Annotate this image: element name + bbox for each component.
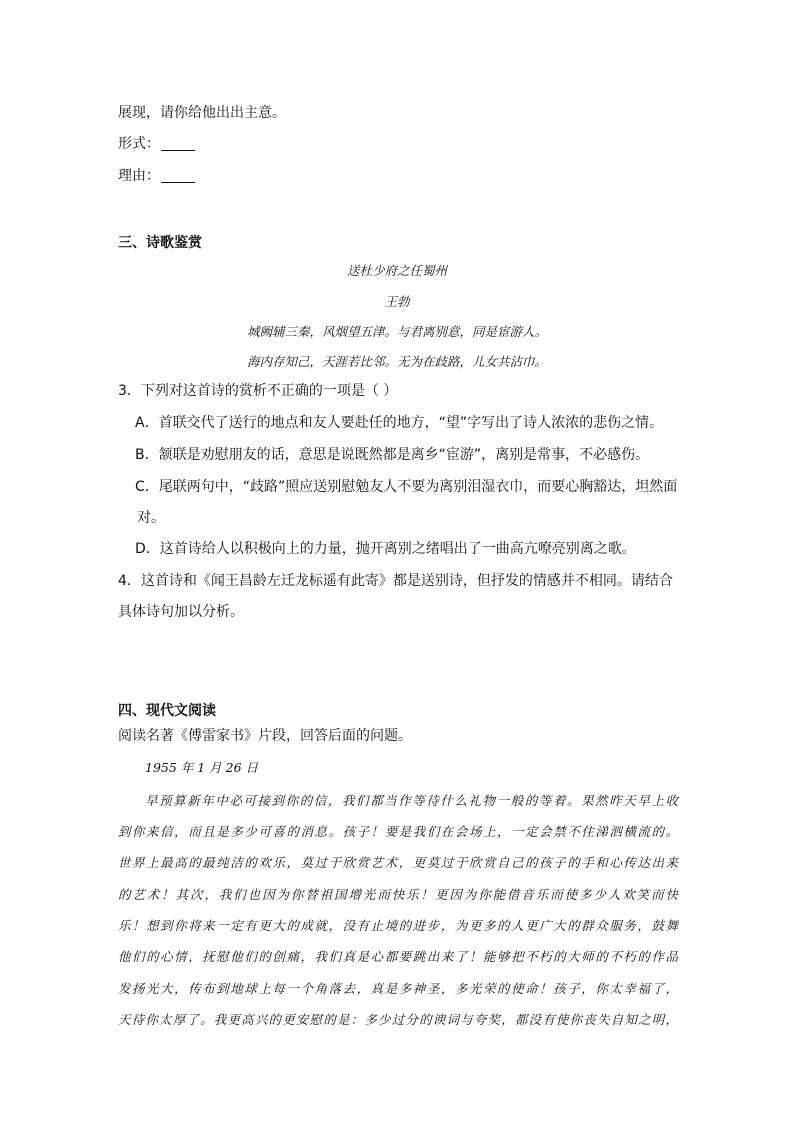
form-label: 形式： xyxy=(118,136,160,152)
reason-answer-line xyxy=(118,166,195,186)
poem-author: 王勃 xyxy=(384,294,410,309)
form-answer-line xyxy=(118,134,195,154)
passage-line: 早预算新年中必可接到你的信，我们都当作等待什么礼物一般的等着。果然昨天早上收 xyxy=(145,793,678,808)
q3-option-d: D．这首诗给人以积极向上的力量，抛开离别之绪唱出了一曲高亢嘹亮别离之歌。 xyxy=(135,541,636,557)
reason-label: 理由： xyxy=(118,168,160,184)
poem-line-1: 城阙辅三秦，风烟望五津。与君离别意，同是宦游人。 xyxy=(246,324,547,339)
passage-line: 乐！想到你将来一定有更大的成就，没有止境的进步，为更多的人更广大的群众服务，鼓舞 xyxy=(118,918,678,933)
q2-line: 展现，请你给他出出主意。 xyxy=(118,105,286,121)
passage-line: 的艺术！其次，我们也因为你替祖国增光而快乐！更因为你能借音乐而使多少人欢笑而快 xyxy=(118,887,678,902)
section3-heading: 三、诗歌鉴赏 xyxy=(118,235,202,251)
passage-line: 他们的心情，抚慰他们的创痛，我们真是心都要跳出来了！能够把不朽的大师的不朽的作品 xyxy=(118,949,678,964)
q3-option-a: A．首联交代了送行的地点和友人要赴任的地方，“望”字写出了诗人浓浓的悲伤之情。 xyxy=(135,415,664,431)
passage-line: 发扬光大，传布到地球上每一个角落去，真是多神圣，多光荣的使命！孩子，你太幸福了， xyxy=(118,981,678,996)
letter-date: 1955 年 1 月 26 日 xyxy=(145,760,259,775)
passage-line: 世界上最高的最纯洁的欢乐，莫过于欣赏艺术，更莫过于欣赏自己的孩子的手和心传达出来 xyxy=(118,855,678,870)
q3-option-c: C．尾联两句中，“歧路”照应送别慰勉友人不要为离别泪湿衣巾，而要心胸豁达，坦然面 xyxy=(135,479,678,495)
q3-stem: 3．下列对这首诗的赏析不正确的一项是（ ） xyxy=(118,383,398,399)
passage-line: 到你来信，而且是多少可喜的消息。孩子！要是我们在会场上，一定会禁不住涕泗横流的。 xyxy=(118,824,678,839)
poem-title: 送杜少府之任蜀州 xyxy=(346,263,447,278)
q3-option-b: B．颔联是劝慰朋友的话，意思是说既然都是离乡“宦游”，离别是常事，不必感伤。 xyxy=(135,447,650,463)
q3-option-c-continued: 对。 xyxy=(137,510,165,526)
q4-line-1: 4．这首诗和《闻王昌龄左迁龙标遥有此寄》都是送别诗，但抒发的情感并不相同。请结合 xyxy=(118,573,673,589)
form-answer-blank[interactable] xyxy=(161,136,195,151)
poem-line-2: 海内存知己，天涯若比邻。无为在歧路，儿女共沾巾。 xyxy=(246,354,547,369)
section4-heading: 四、现代文阅读 xyxy=(118,703,216,719)
passage-line: 天待你太厚了。我更高兴的更安慰的是：多少过分的谀词与夸奖，都没有使你丧失自知之明， xyxy=(118,1012,678,1027)
reason-answer-blank[interactable] xyxy=(161,168,195,183)
section4-intro: 阅读名著《傅雷家书》片段，回答后面的问题。 xyxy=(118,728,412,744)
q4-line-2: 具体诗句加以分析。 xyxy=(118,604,244,620)
